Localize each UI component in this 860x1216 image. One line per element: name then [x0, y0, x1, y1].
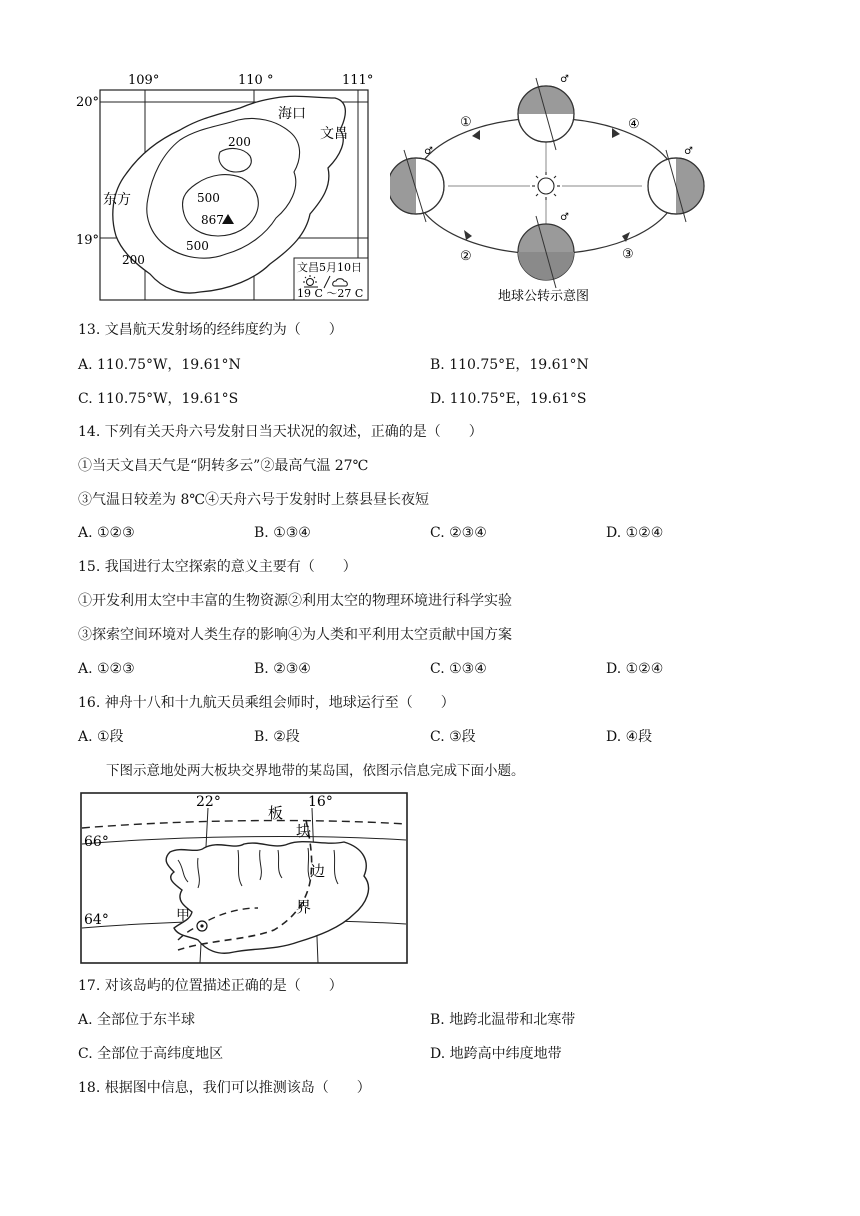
q17-option-c[interactable]: C. 全部位于高纬度地区 — [78, 1046, 224, 1062]
q14-line2: ③气温日较差为 8℃④天舟六号于发射时上蔡县昼长夜短 — [78, 492, 430, 508]
label-jia: 甲 — [176, 908, 190, 924]
q14-option-b[interactable]: B. ①③④ — [254, 525, 311, 541]
segment-1: ① — [460, 115, 472, 130]
boundary-char-1: 板 — [268, 804, 284, 822]
q15-stem: 15. 我国进行太空探索的意义主要有（ ） — [78, 559, 357, 575]
lat-label-20: 20° — [76, 95, 100, 110]
hainan-map — [70, 68, 380, 304]
q16-option-b[interactable]: B. ②段 — [254, 729, 300, 745]
segment-3: ③ — [622, 247, 634, 262]
lat-label-64: 64° — [84, 912, 109, 928]
q14-option-c[interactable]: C. ②③④ — [430, 525, 487, 541]
lon-label-22: 22° — [196, 794, 221, 810]
q18-stem: 18. 根据图中信息，我们可以推测该岛（ ） — [78, 1080, 371, 1096]
contour-label-500b: 500 — [186, 239, 209, 253]
lon-label-110: 110 ° — [238, 73, 274, 88]
diagram-caption: 地球公转示意图 — [498, 289, 590, 304]
earth-revolution-diagram — [390, 68, 720, 306]
boundary-char-4: 界 — [296, 898, 312, 916]
q15-option-b[interactable]: B. ②③④ — [254, 661, 311, 677]
earth-right-icon — [648, 146, 704, 222]
earth-top-icon — [518, 74, 574, 150]
segment-2: ② — [460, 249, 472, 264]
q16-option-c[interactable]: C. ③段 — [430, 729, 476, 745]
q14-option-a[interactable]: A. ①②③ — [78, 525, 135, 541]
lon-label-16: 16° — [308, 794, 333, 810]
q16-option-a[interactable]: A. ①段 — [78, 729, 124, 745]
q17-option-b[interactable]: B. 地跨北温带和北寒带 — [430, 1012, 576, 1028]
lon-label-109: 109° — [128, 73, 160, 88]
q16-option-d[interactable]: D. ④段 — [606, 729, 653, 745]
point-jia-icon — [197, 921, 207, 931]
q17-option-d[interactable]: D. 地跨高中纬度地带 — [430, 1046, 562, 1062]
q15-line2: ③探索空间环境对人类生存的影响④为人类和平利用太空贡献中国方案 — [78, 627, 512, 643]
label-haikou: 海口 — [278, 106, 306, 122]
segment-4: ④ — [628, 117, 640, 132]
lon-label-111: 111° — [342, 73, 374, 88]
q15-line1: ①开发利用太空中丰富的生物资源②利用太空的物理环境进行科学实验 — [78, 593, 512, 609]
q14-line1: ①当天文昌天气是“阴转多云”②最高气温 27℃ — [78, 458, 369, 474]
svg-text:♂: ♂ — [560, 74, 569, 85]
sun-icon — [532, 172, 560, 200]
q13-option-a[interactable]: A. 110.75°W，19.61°N — [78, 357, 241, 373]
svg-text:♂: ♂ — [684, 146, 693, 157]
boundary-char-2: 块 — [296, 822, 312, 840]
material-intro: 下图示意地处两大板块交界地带的某岛国，依图示信息完成下面小题。 — [106, 763, 525, 779]
label-dongfang: 东方 — [103, 192, 131, 208]
q13-option-d[interactable]: D. 110.75°E，19.61°S — [430, 391, 587, 407]
boundary-char-3: 边 — [310, 862, 326, 880]
svg-text:♂: ♂ — [424, 146, 433, 157]
contour-label-200b: 200 — [122, 253, 145, 267]
q13-option-b[interactable]: B. 110.75°E，19.61°N — [430, 357, 589, 373]
q13-stem: 13. 文昌航天发射场的经纬度约为（ ） — [78, 322, 343, 338]
iceland-map — [78, 790, 410, 966]
q15-option-a[interactable]: A. ①②③ — [78, 661, 135, 677]
contour-label-200a: 200 — [228, 135, 251, 149]
weather-temp: 19 C ～27 C — [297, 287, 364, 300]
lat-label-19: 19° — [76, 233, 100, 248]
q15-option-d[interactable]: D. ①②④ — [606, 661, 664, 677]
weather-title: 文昌5月10日 — [297, 261, 362, 274]
q14-stem: 14. 下列有关天舟六号发射日当天状况的叙述，正确的是（ ） — [78, 424, 483, 440]
svg-text:♂: ♂ — [560, 212, 569, 223]
lat-label-66: 66° — [84, 834, 109, 850]
q13-option-c[interactable]: C. 110.75°W，19.61°S — [78, 391, 239, 407]
label-wenchang: 文昌 — [320, 126, 348, 142]
q14-option-d[interactable]: D. ①②④ — [606, 525, 664, 541]
q15-option-c[interactable]: C. ①③④ — [430, 661, 487, 677]
earth-left-icon — [390, 146, 444, 222]
q16-stem: 16. 神舟十八和十九航天员乘组会师时，地球运行至（ ） — [78, 695, 455, 711]
contour-label-500a: 500 — [197, 191, 220, 205]
q17-option-a[interactable]: A. 全部位于东半球 — [78, 1012, 196, 1028]
q17-stem: 17. 对该岛屿的位置描述正确的是（ ） — [78, 978, 343, 994]
peak-label: 867 — [201, 213, 224, 227]
